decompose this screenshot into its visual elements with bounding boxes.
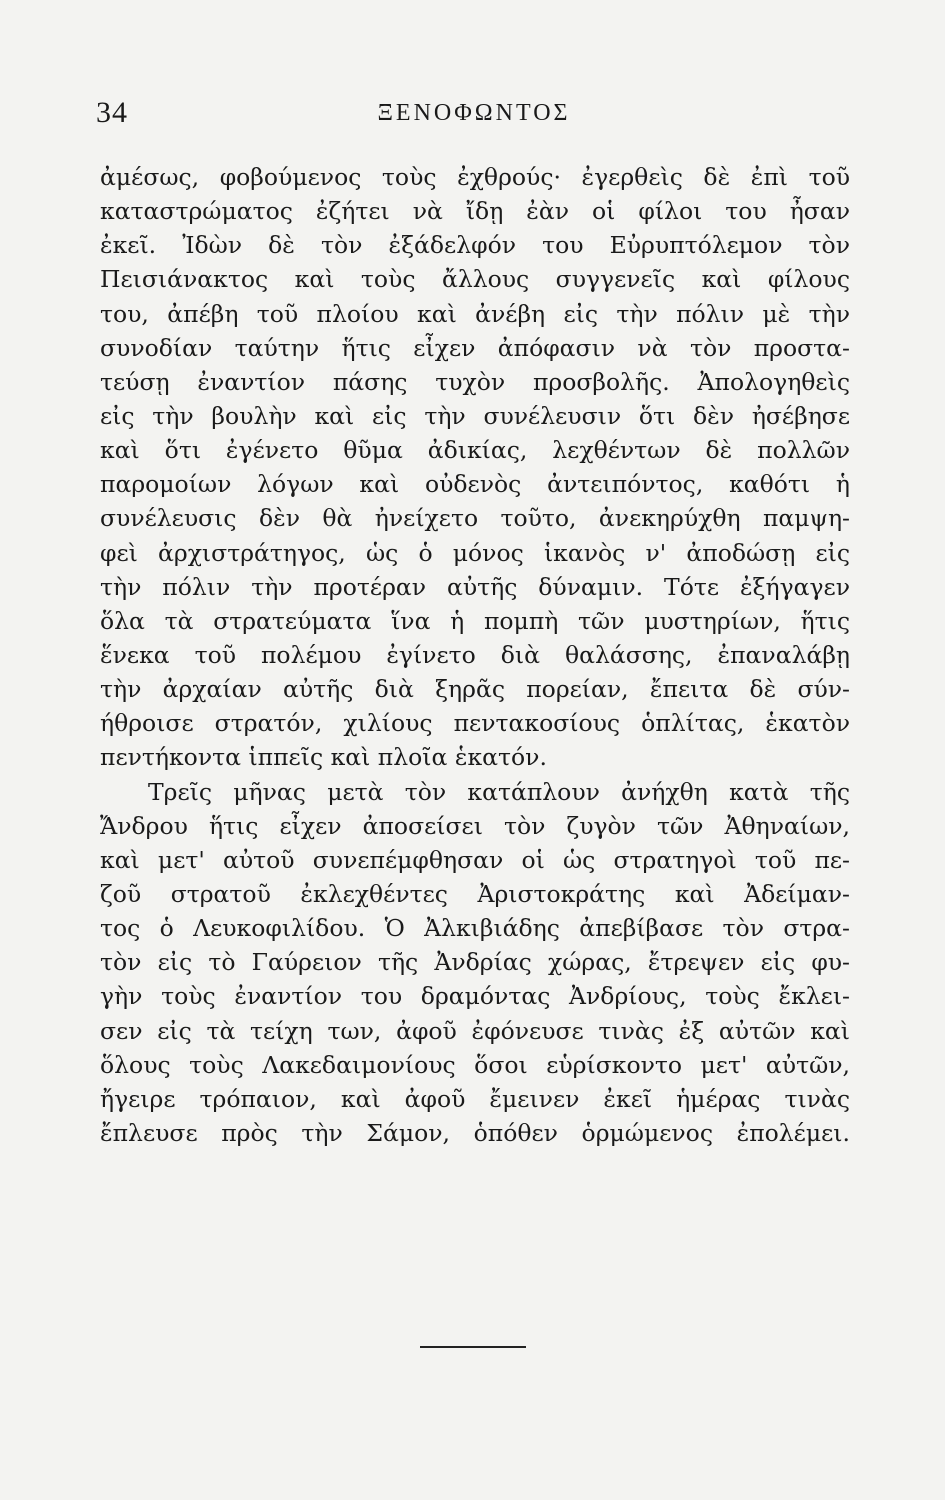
page-number: 34 bbox=[96, 96, 128, 129]
paragraph bbox=[100, 160, 850, 775]
paragraph bbox=[100, 775, 850, 1151]
text-line: ὅλα τὰ στρατεύματα ἵνα ἡ πομπὴ τῶν μυστηρίων, ἥτις bbox=[100, 606, 850, 635]
text-line: καὶ μετ' αὐτοῦ συνεπέμφθησαν οἱ ὡς στρατηγοὶ τοῦ πε- bbox=[100, 845, 850, 874]
text-line: ἀμέσως, φοβούμενος τοὺς ἐχθρούς· ἐγερθεὶς δὲ ἐπὶ τοῦ bbox=[100, 163, 850, 191]
text-line: συνοδίαν ταύτην ἥτις εἶχεν ἀπόφασιν νὰ τὸν προστα- bbox=[100, 333, 850, 362]
text-line: του, ἀπέβη τοῦ πλοίου καὶ ἀνέβη εἰς τὴν πόλιν μὲ τὴν bbox=[100, 299, 850, 328]
running-head bbox=[96, 96, 852, 136]
text-line: σεν εἰς τὰ τείχη των, ἀφοῦ ἐφόνευσε τινὰς ἐξ αὐτῶν καὶ bbox=[100, 1016, 850, 1045]
running-title: ΞΕΝΟΦΩΝΤΟΣ bbox=[377, 100, 571, 126]
text-line: γὴν τοὺς ἐναντίον του δραμόντας Ἀνδρίους, τοὺς ἔκλει- bbox=[100, 982, 850, 1011]
section-end-rule bbox=[420, 1346, 526, 1348]
text-line: συνέλευσις δὲν θὰ ἠνείχετο τοῦτο, ἀνεκηρύχθη παμψη- bbox=[100, 504, 850, 533]
text-line: ζοῦ στρατοῦ ἐκλεχθέντες Ἀριστοκράτης καὶ Ἀδείμαν- bbox=[100, 879, 850, 908]
text-line: τὴν πόλιν τὴν προτέραν αὐτῆς δύναμιν. Τότε ἐξήγαγεν bbox=[100, 572, 850, 601]
text-line: τος ὁ Λευκοφιλίδου. Ὁ Ἀλκιβιάδης ἀπεβίβασε τὸν στρα- bbox=[100, 914, 850, 943]
text-line: καὶ ὅτι ἐγένετο θῦμα ἀδικίας, λεχθέντων δὲ πολλῶν bbox=[100, 436, 850, 465]
text-line: τὸν εἰς τὸ Γαύρειον τῆς Ἀνδρίας χώρας, ἔτρεψεν εἰς φυ- bbox=[100, 948, 850, 977]
text-line: φεὶ ἀρχιστράτηγος, ὡς ὁ μόνος ἱκανὸς ν' ἀποδώσῃ εἰς bbox=[100, 538, 850, 567]
text-line: καταστρώματος ἐζήτει νὰ ἴδῃ ἐὰν οἱ φίλοι του ἦσαν bbox=[100, 197, 850, 226]
text-line: ήθροισε στρατόν, χιλίους πεντακοσίους ὁπλίτας, ἑκατὸν bbox=[100, 709, 850, 738]
text-line: ἤγειρε τρόπαιον, καὶ ἀφοῦ ἔμεινεν ἐκεῖ ἡμέρας τινὰς bbox=[100, 1084, 850, 1113]
text-line: παρομοίων λόγων καὶ οὐδενὸς ἀντειπόντος, καθότι ἡ bbox=[100, 470, 850, 499]
text-line: ἔπλευσε πρὸς τὴν Σάμον, ὁπόθεν ὁρμώμενος ἐπολέμει. bbox=[100, 1118, 850, 1147]
text-line: ἐκεῖ. Ἰδὼν δὲ τὸν ἐξάδελφόν του Εὐρυπτόλεμον τὸν bbox=[100, 231, 850, 260]
text-line: Ἄνδρου ἥτις εἶχεν ἀποσείσει τὸν ζυγὸν τῶν Ἀθηναίων, bbox=[100, 811, 850, 840]
text-line: τὴν ἀρχαίαν αὐτῆς διὰ ξηρᾶς πορείαν, ἔπειτα δὲ σύν- bbox=[100, 675, 850, 704]
text-line: ἕνεκα τοῦ πολέμου ἐγίνετο διὰ θαλάσσης, ἐπαναλάβῃ bbox=[100, 640, 850, 669]
text-line: ὅλους τοὺς Λακεδαιμονίους ὅσοι εὑρίσκοντο μετ' αὐτῶν, bbox=[100, 1050, 850, 1079]
text-line: Πεισιάνακτος καὶ τοὺς ἄλλους συγγενεῖς καὶ φίλους bbox=[100, 265, 850, 294]
text-line: εἰς τὴν βουλὴν καὶ εἰς τὴν συνέλευσιν ὅτι δὲν ἠσέβησε bbox=[100, 401, 850, 430]
text-line: Τρεῖς μῆνας μετὰ τὸν κατάπλουν ἀνήχθη κατὰ τῆς bbox=[148, 777, 850, 806]
text-line: τεύσῃ ἐναντίον πάσης τυχὸν προσβολῆς. Ἀπολογηθεὶς bbox=[100, 367, 850, 396]
text-line: πεντήκοντα ἱππεῖς καὶ πλοῖα ἑκατόν. bbox=[100, 743, 547, 772]
body-text bbox=[100, 160, 850, 1150]
